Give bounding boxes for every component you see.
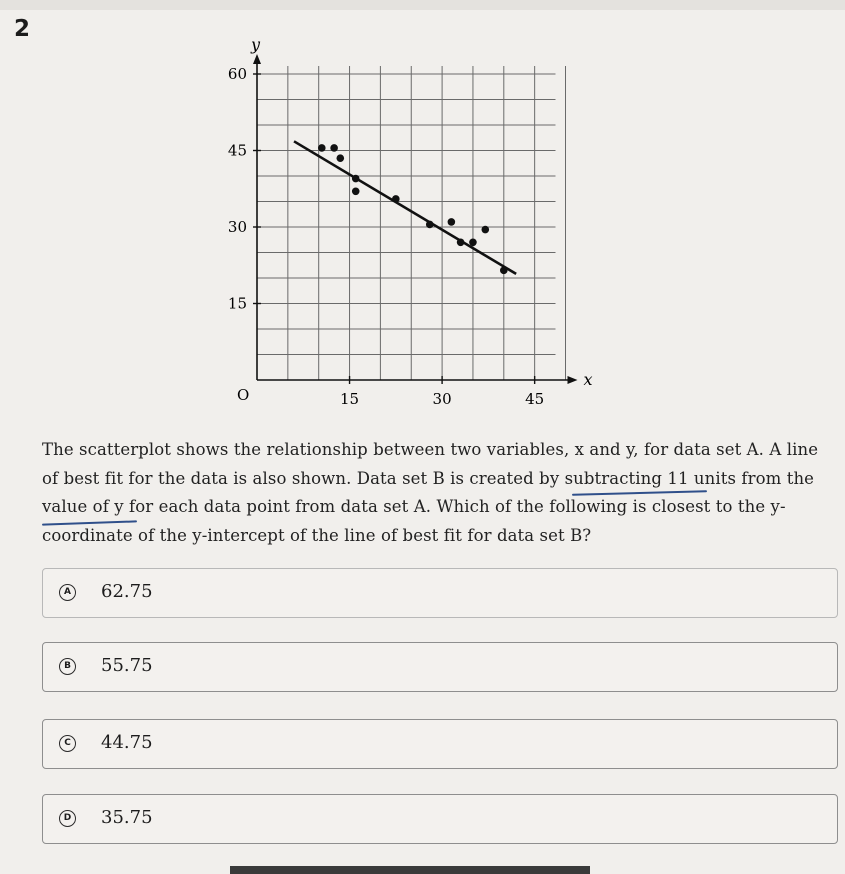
x-axis-arrow [568,376,578,384]
choice-c[interactable] [42,719,838,769]
choice-letter-d: D [59,810,76,827]
data-point [481,226,489,234]
choice-d[interactable] [42,794,838,844]
x-tick-label: 45 [525,390,545,408]
data-point [330,144,338,152]
data-point [352,188,360,196]
y-axis-arrow [253,54,261,64]
choice-letter-a: A [59,584,76,601]
bottom-edge [230,866,590,874]
top-bar [0,0,845,10]
choice-letter-b: B [59,658,76,675]
y-tick-label: 15 [227,294,247,313]
y-tick-label: 45 [227,141,247,160]
x-axis-label: x [583,370,593,389]
data-point [318,144,326,152]
y-axis-label: y [251,35,261,54]
question-number: 2 [14,16,31,42]
data-point [457,239,465,247]
question-text: The scatterplot shows the relationship between two variables, x and y, for data set A. A line of best fit for the data is also shown. Data set B is created by subtracting 11 units from the value of y for each data point from data set A. Which of the following is closest to the y-coordinate of the y-intercept of the line of best fit for data set B? [42,440,819,545]
choice-a[interactable] [42,568,838,618]
data-point [336,154,344,162]
data-point [352,175,360,183]
y-tick-label: 30 [227,218,247,236]
choice-value-a: 62.75 [101,581,153,602]
x-tick-label: 15 [340,390,360,408]
choice-b[interactable] [42,642,838,692]
choice-value-d: 35.75 [101,807,153,828]
choice-value-c: 44.75 [101,732,153,753]
best-fit-line [294,141,516,274]
origin-label: O [237,386,250,404]
choice-letter-c: C [59,735,76,752]
data-point [469,239,477,247]
choice-value-b: 55.75 [101,655,153,676]
scatterplot [215,30,635,420]
data-point [392,195,400,203]
y-tick-label: 60 [227,65,247,83]
x-tick-label: 30 [432,390,452,408]
data-point [426,221,434,229]
data-point [500,267,508,275]
data-point [448,218,456,226]
